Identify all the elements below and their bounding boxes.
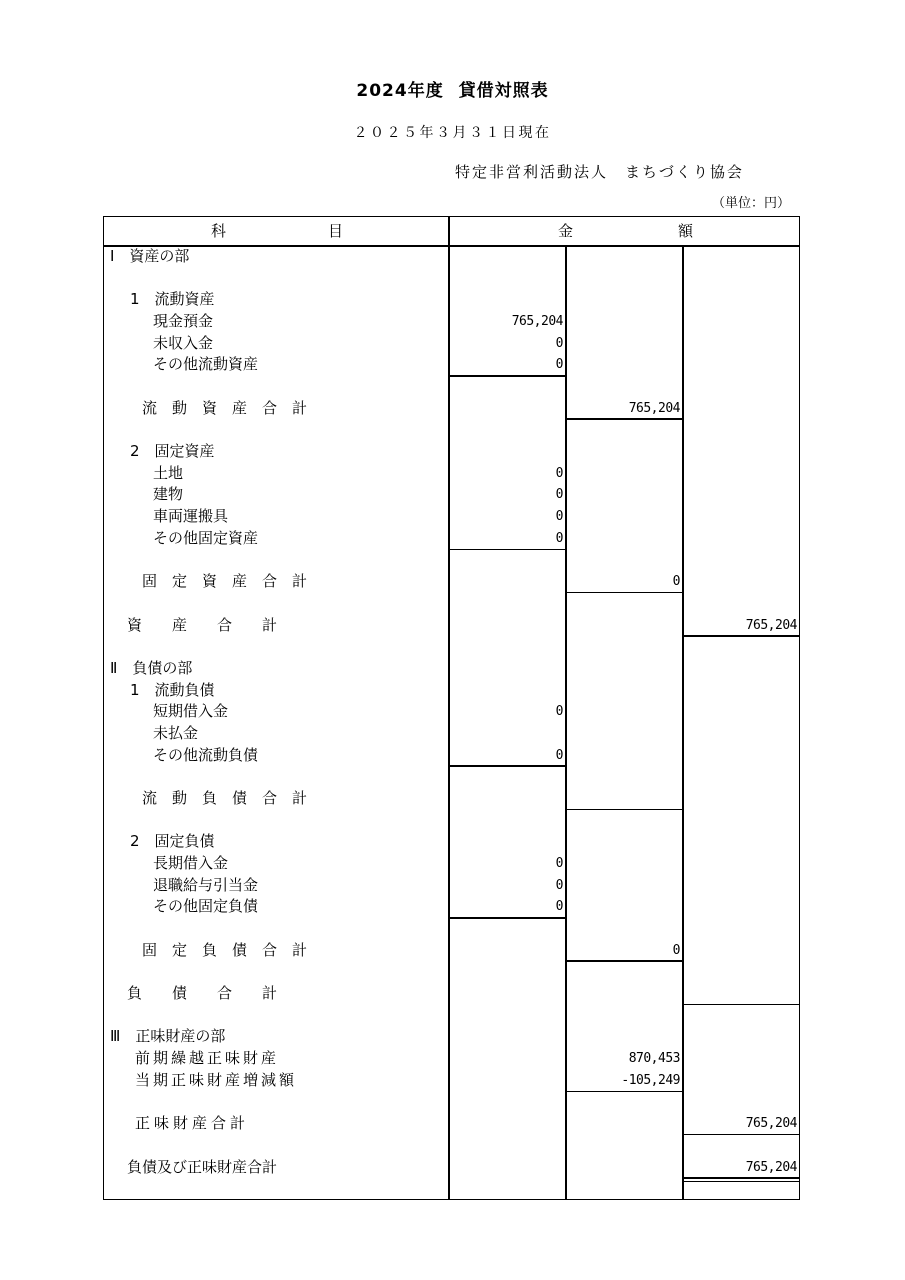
unit-note: （単位：円） (711, 196, 790, 211)
subtotal-amount: 765,204 (628, 400, 680, 416)
underline (683, 635, 800, 637)
table-row (103, 311, 800, 333)
table-row (103, 745, 800, 767)
item-label: その他固定負債 (153, 897, 259, 916)
underline (683, 1134, 800, 1136)
item-amount: 765,204 (511, 314, 563, 330)
item-label: 長期借入金 (153, 854, 229, 873)
item-amount: 0 (555, 747, 563, 763)
table-row (103, 896, 800, 918)
item-amount: 0 (555, 877, 563, 893)
table-row (103, 354, 800, 376)
total-row (103, 1113, 800, 1135)
item-amount: 0 (555, 357, 563, 373)
net-assets-total-amount: 765,204 (745, 1116, 797, 1132)
section-row (103, 246, 800, 268)
underline (566, 1091, 683, 1093)
subtotal-row (103, 398, 800, 420)
subtotal-row (103, 788, 800, 810)
double-underline-bottom (683, 1181, 800, 1183)
underline (449, 765, 566, 767)
item-amount: 0 (555, 530, 563, 546)
subsection-row (103, 441, 800, 463)
item-label: 退職給与引当金 (153, 875, 259, 894)
table-row (103, 1048, 800, 1070)
total-row (103, 983, 800, 1005)
item-amount: 0 (555, 899, 563, 915)
heading-fixed-liabilities: 2 固定負債 (130, 832, 215, 851)
item-label: 現金預金 (153, 312, 214, 331)
subsection-row (103, 680, 800, 702)
table-row (103, 723, 800, 745)
item-amount: 0 (555, 856, 563, 872)
grand-total-label: 負債及び正味財産合計 (127, 1157, 278, 1176)
item-label: その他流動資産 (153, 355, 259, 374)
grand-total-amount: 765,204 (745, 1159, 797, 1175)
liabilities-total-label: 負債合計 (127, 984, 308, 1003)
underline (449, 375, 566, 377)
item-label: 前期繰越正味財産 (135, 1049, 280, 1068)
subtotal-row (103, 940, 800, 962)
assets-total-amount: 765,204 (745, 617, 797, 633)
item-amount: 0 (555, 335, 563, 351)
item-label: 未収入金 (153, 333, 214, 352)
subtotal-amount: 0 (672, 942, 680, 958)
section-net-assets: Ⅲ 正味財産の部 (110, 1027, 226, 1046)
table-row (103, 853, 800, 875)
item-label: 土地 (153, 463, 184, 482)
item-label: 未払金 (153, 723, 199, 742)
item-label: 建物 (153, 485, 184, 504)
table-row (103, 463, 800, 485)
underline (683, 1004, 800, 1006)
table-row (103, 528, 800, 550)
subsection-row (103, 289, 800, 311)
item-label: 当期正味財産増減額 (135, 1070, 298, 1089)
section-liabilities: Ⅱ 負債の部 (110, 658, 193, 677)
underline (449, 549, 566, 551)
item-label: その他固定資産 (153, 528, 259, 547)
item-amount: 0 (555, 704, 563, 720)
organization-name: 特定非営利活動法人 まちづくり協会 (455, 163, 744, 181)
table-row (103, 701, 800, 723)
underline (566, 960, 683, 962)
double-underline-top (683, 1177, 800, 1179)
item-label: 車両運搬具 (153, 507, 229, 526)
underline (566, 418, 683, 420)
subtotal-label: 流動負債合計 (142, 789, 323, 807)
item-amount: 870,453 (628, 1051, 680, 1067)
item-label: 短期借入金 (153, 702, 229, 721)
table-row (103, 333, 800, 355)
table-row (103, 1070, 800, 1092)
as-of-date: ２０２５年３月３１日現在 (353, 125, 552, 141)
heading-current-assets: 1 流動資産 (130, 290, 215, 309)
section-row (103, 1026, 800, 1048)
subtotal-row (103, 571, 800, 593)
assets-total-label: 資産合計 (127, 615, 308, 634)
subtotal-amount: 0 (672, 574, 680, 590)
header-amount: 金額 (558, 222, 799, 240)
underline (566, 592, 683, 594)
header-item: 科目 (211, 222, 446, 240)
heading-current-liabilities: 1 流動負債 (130, 680, 215, 699)
document-title: 2024年度 貸借対照表 (356, 81, 549, 101)
subtotal-label: 流動資産合計 (142, 398, 323, 417)
section-assets: Ⅰ 資産の部 (110, 247, 190, 265)
net-assets-total-label: 正味財産合計 (135, 1114, 250, 1133)
total-row (103, 615, 800, 637)
underline (449, 917, 566, 919)
item-amount: -105,249 (621, 1072, 680, 1088)
item-label: その他流動負債 (153, 745, 259, 764)
section-row (103, 658, 800, 680)
subtotal-label: 固定資産合計 (142, 572, 323, 591)
heading-fixed-assets: 2 固定資産 (130, 442, 215, 461)
grand-total-row (103, 1157, 800, 1179)
item-amount: 0 (555, 465, 563, 481)
item-amount: 0 (555, 487, 563, 503)
item-amount: 0 (555, 509, 563, 525)
table-row (103, 506, 800, 528)
table-row (103, 484, 800, 506)
subtotal-label: 固定負債合計 (142, 940, 323, 959)
underline (566, 809, 683, 811)
table-row (103, 875, 800, 897)
subsection-row (103, 831, 800, 853)
